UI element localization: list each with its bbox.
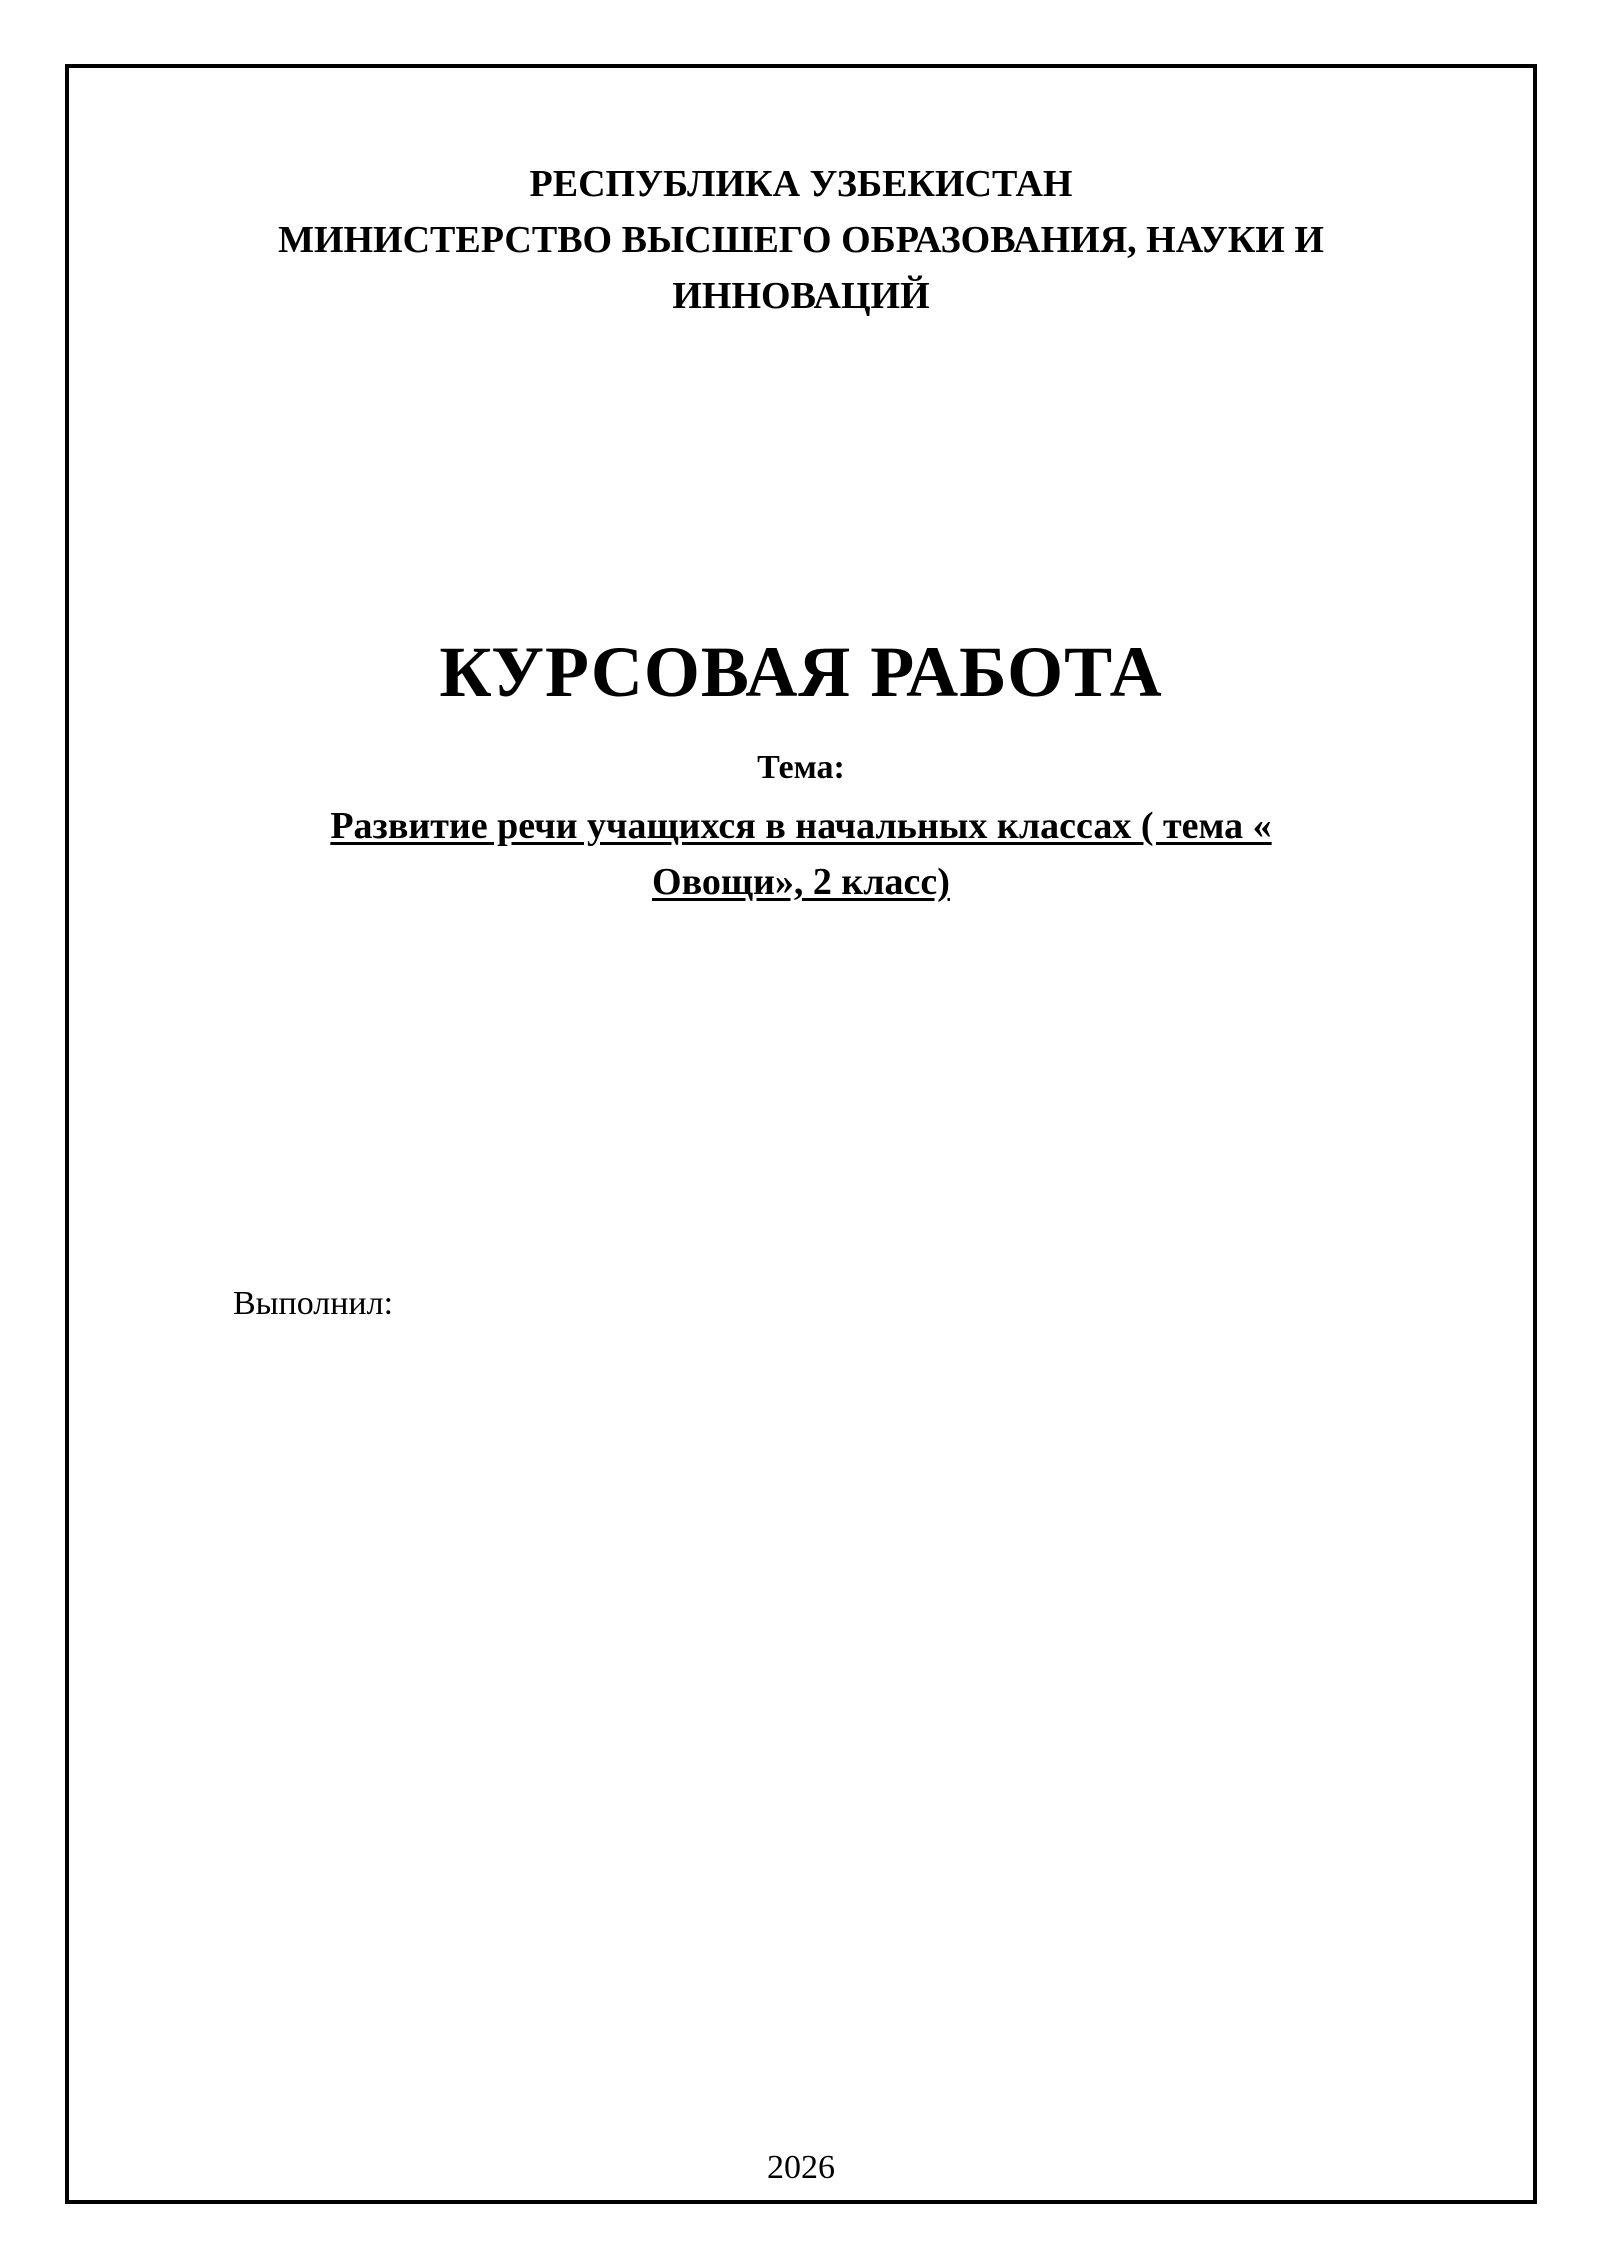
performer-label: Выполнил: bbox=[233, 1285, 394, 1322]
topic-line-1: Развитие речи учащихся в начальных классах ( тема « bbox=[330, 805, 1272, 847]
page-border bbox=[65, 64, 1537, 2204]
republic-name: РЕСПУБЛИКА УЗБЕКИСТАН bbox=[529, 163, 1073, 205]
topic-text bbox=[69, 798, 1533, 910]
document-title: КУРСОВАЯ РАБОТА bbox=[439, 632, 1163, 712]
year: 2026 bbox=[767, 2149, 835, 2186]
institution-header bbox=[69, 156, 1533, 324]
ministry-name: МИНИСТЕРСТВО ВЫСШЕГО ОБРАЗОВАНИЯ, НАУКИ И ИННОВАЦИЙ bbox=[278, 219, 1324, 317]
topic-label: Тема: bbox=[757, 749, 845, 786]
topic-line-2: Овощи», 2 класс) bbox=[652, 861, 950, 903]
